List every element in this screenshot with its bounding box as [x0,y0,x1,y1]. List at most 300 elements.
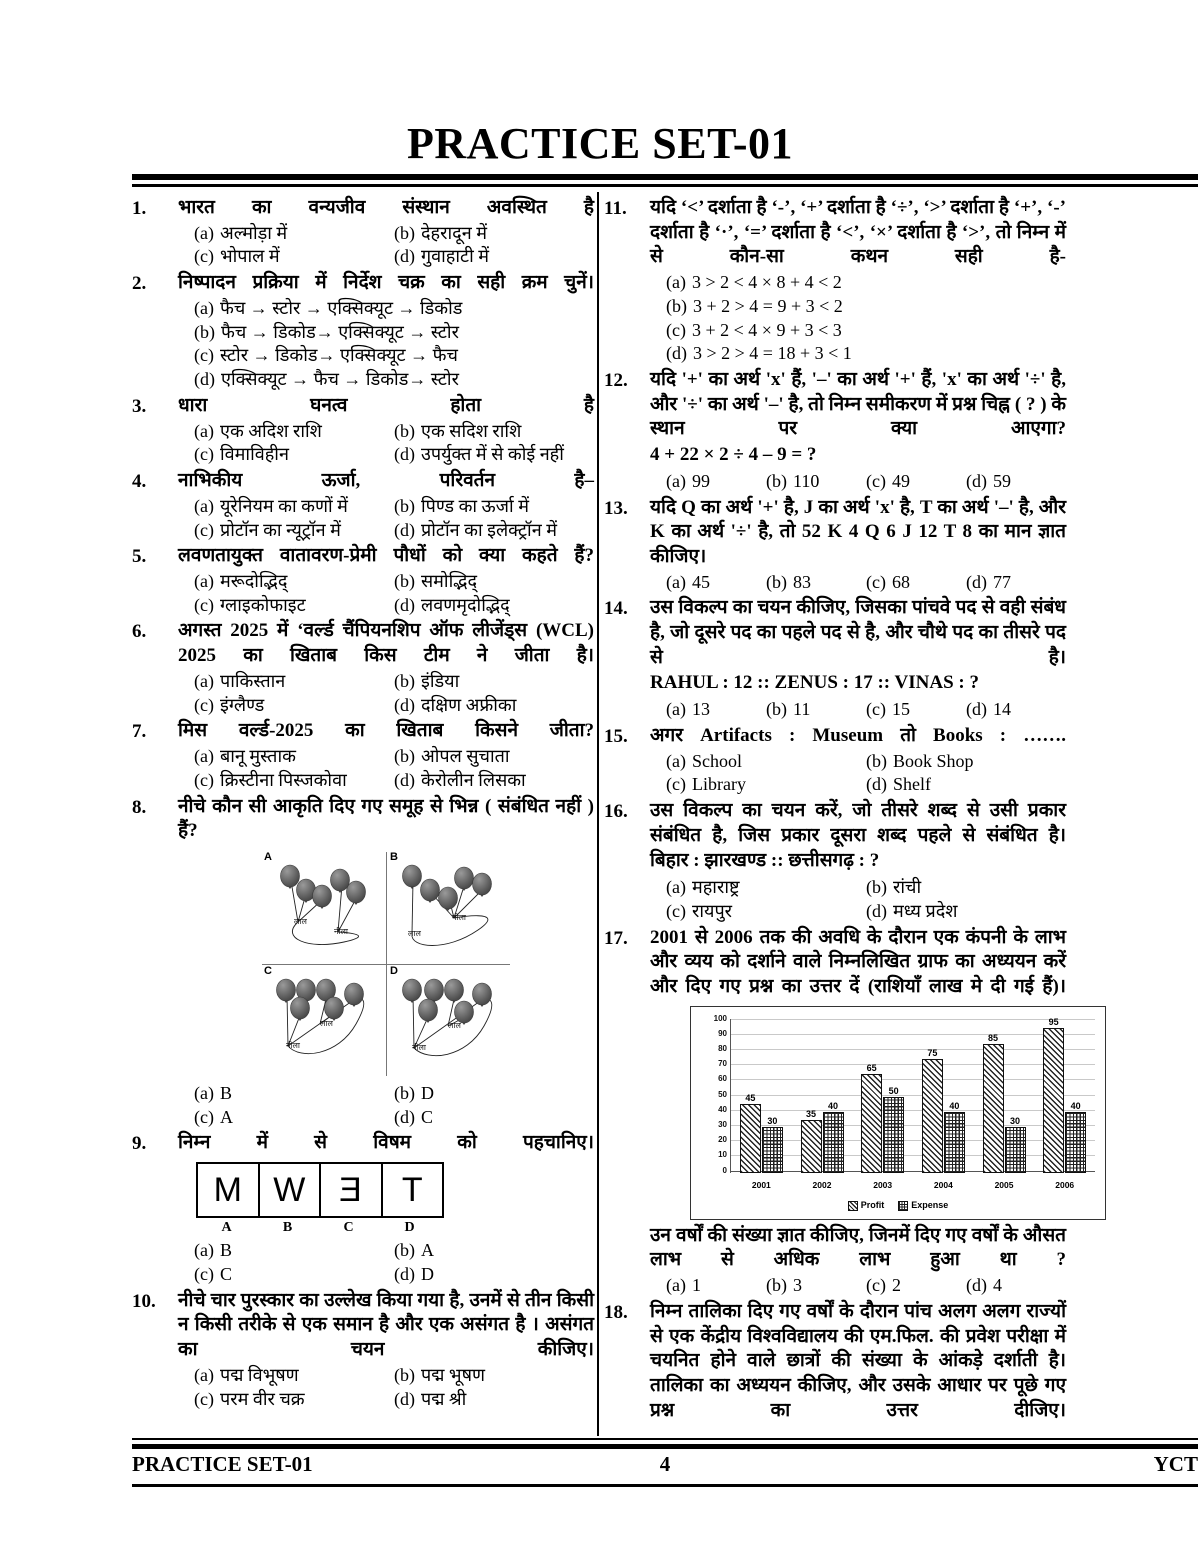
option-text: समोद्भिद् [421,570,478,591]
options-list [178,745,594,793]
option-label: (c) [194,1388,214,1409]
option-d[interactable] [394,1106,594,1130]
option-row [666,900,1066,924]
option-a[interactable] [666,750,866,774]
balloon-cell-B [386,850,512,964]
option-text: भोपाल में [219,246,280,267]
option-c[interactable] [666,900,866,924]
question-body [178,1289,594,1412]
bar-group-2002 [792,1019,853,1173]
option-text: उपर्युक्त में से कोई नहीं [421,444,564,465]
option-label: (a) [194,1240,214,1261]
svg-text:नीला: नीला [452,912,467,922]
letterbox-cell-A [198,1164,260,1216]
option-text: B [219,1240,232,1261]
option-text: 2 [891,1275,901,1296]
balloon-cell-label: C [264,964,272,977]
balloon-image [386,964,512,1085]
option-text: केरोलीन लिसका [421,769,526,790]
option-text: बानू मुस्ताक [219,746,296,766]
footer-publisher: YCT [1153,1452,1198,1476]
option-c[interactable] [666,773,866,797]
option-a[interactable] [194,1082,394,1106]
question-number: 13. [604,497,628,519]
option-b[interactable] [394,1082,594,1106]
x-axis-ticks [731,1180,1095,1191]
option-row [666,1274,1066,1298]
option-text: D [421,1264,434,1284]
option-label: (a) [194,1082,214,1103]
question-text: निम्न में से विषम को पहचानिए। [178,1132,594,1154]
option-b[interactable] [194,321,594,345]
option-d[interactable] [966,1274,1066,1298]
option-row [194,1364,594,1388]
option-label: (c) [866,699,886,720]
option-row [666,571,1066,595]
option-c[interactable] [866,1274,966,1298]
letterbox-glyph: T [401,1171,423,1210]
option-a[interactable] [194,420,394,444]
option-label: (c) [194,769,214,790]
option-label: (b) [394,1082,415,1103]
question-text: भारत का वन्यजीव संस्थान अवस्थित है [178,197,594,218]
option-row [194,297,594,321]
option-b[interactable] [766,470,866,494]
question-followup-text: उन वर्षों की संख्या ज्ञात कीजिए, जिनमें दिए गए वर्षों के औसत लाभ से अधिक लाभ हुआ था ? [650,1224,1066,1271]
option-text: 59 [993,470,1011,491]
bar-value-label: 40 [949,1100,960,1111]
option-text: रायपुर [691,900,733,921]
option-d[interactable] [194,368,594,392]
question-text: अगर Artifacts : Museum तो Books : ……. [650,724,1066,746]
question-number: 16. [604,801,628,823]
option-text: Shelf [893,774,931,795]
option-c[interactable] [194,443,394,467]
letterbox-labels [196,1219,440,1237]
bar-profit-2002[interactable] [801,1108,822,1173]
bar-profit-2005[interactable] [983,1032,1004,1173]
option-label: (a) [194,420,214,441]
footer-set-name: PRACTICE SET-01 [132,1452,313,1476]
options-list [178,1364,594,1412]
option-a[interactable] [666,271,1066,295]
question-body [650,368,1066,494]
question-text: नाभिकीय ऊर्जा, परिवर्तन है– [178,470,594,492]
option-label: (b) [394,670,415,691]
option-d[interactable] [966,470,1066,494]
option-label: (c) [866,470,886,491]
option-text: विमाविहीन [219,444,289,465]
question-text: नीचे चार पुरस्कार का उल्लेख किया गया है, उनमें से तीन किसी न किसी तरीके से एक समान है और एक असंगत है । असंगत का चयन कीजिए। [178,1289,594,1361]
option-c[interactable] [866,470,966,494]
option-text: A [219,1106,233,1127]
question-16 [604,799,1066,924]
option-label: (c) [866,1275,886,1296]
options-list [650,698,1066,722]
option-label: (b) [766,1275,787,1296]
option-b[interactable] [394,495,594,519]
y-axis-tick-100: 100 [713,1013,727,1023]
bar-value-label: 85 [988,1032,999,1043]
question-4 [132,469,594,542]
options-list [650,571,1066,595]
option-c[interactable] [194,245,394,269]
option-a[interactable] [194,745,394,769]
option-text: प्रोटॉन का इलेक्ट्रॉन में [421,519,557,540]
option-row [194,670,594,694]
bar-expense-2003[interactable] [883,1085,904,1173]
option-b[interactable] [394,222,594,246]
question-text: उस विकल्प का चयन कीजिए, जिसका पांचवे पद से वही संबंध है, जो दूसरे पद का पहले पद से है, और चौथे पद का तीसरे पद से है। [650,597,1066,668]
svg-text:लाल: लाल [320,1018,333,1028]
question-text: धारा घनत्व होता है [178,394,594,416]
option-text: 99 [691,470,710,491]
option-a[interactable] [666,470,766,494]
option-row [194,245,594,269]
option-a[interactable] [666,876,866,900]
bar-value-label: 40 [1070,1100,1081,1111]
question-number: 15. [604,725,628,747]
option-text: D [421,1082,434,1103]
svg-text:नीला: नीला [412,1042,427,1052]
options-list [650,271,1066,366]
option-text: दक्षिण अफ्रीका [421,694,517,715]
letterbox-glyph: W [273,1171,306,1210]
options-list [178,297,594,392]
option-text: पद्म भूषण [421,1364,485,1385]
question-14 [604,596,1066,722]
option-label: (d) [394,694,415,715]
page-title: PRACTICE SET-01 [406,119,794,168]
question-text: मिस वर्ल्ड-2025 का खिताब किसने जीता? [178,720,594,742]
question-number: 17. [604,927,628,949]
bar-profit-2004[interactable] [922,1047,943,1173]
balloon-image [260,964,386,1085]
option-c[interactable] [194,344,594,368]
option-b[interactable] [866,876,1066,900]
question-body [650,196,1066,366]
option-label: (a) [194,570,214,591]
option-row [666,319,1066,343]
bar-value-label: 75 [927,1047,938,1058]
question-text: निष्पादन प्रक्रिया में निर्देश चक्र का सही क्रम चुनें। [178,272,594,294]
option-label: (d) [866,774,887,795]
option-d[interactable] [394,1263,594,1287]
options-list [178,495,594,543]
options-list [650,750,1066,798]
option-text: 13 [691,699,710,720]
option-text: 45 [691,571,710,592]
option-label: (a) [666,699,686,720]
options-list [178,420,594,468]
option-label: (a) [666,470,686,491]
option-label: (a) [666,750,686,771]
option-a[interactable] [666,1274,766,1298]
option-a[interactable] [194,222,394,246]
question-number: 11. [604,198,627,219]
option-label: (c) [666,319,686,340]
bar-profit-2003[interactable] [861,1062,882,1173]
option-c[interactable] [866,571,966,595]
option-text: प्रोटॉन का न्यूट्रॉन में [219,519,341,540]
option-row [194,1388,594,1412]
question-body [650,724,1066,797]
option-c[interactable] [194,1106,394,1130]
option-d[interactable] [394,769,594,793]
bar-groups [731,1019,1095,1173]
option-d[interactable] [394,1388,594,1412]
footer-rule-thick [132,1444,1198,1449]
option-text: देहरादून में [421,222,487,243]
option-a[interactable] [666,698,766,722]
option-label: (b) [394,420,415,441]
chart-legend [691,1200,1105,1212]
x-axis-tick-2003: 2003 [873,1179,893,1190]
question-body [650,496,1066,595]
option-c[interactable] [194,519,394,543]
option-label: (b) [394,495,415,516]
bar-group-2003 [852,1019,913,1173]
option-a[interactable] [194,1239,394,1263]
option-label: (a) [194,222,214,243]
page-footer [132,1452,1198,1477]
option-label: (b) [866,877,887,898]
left-column [132,196,594,1413]
option-text: फैच → स्टोर → एक्सिक्यूट → डिकोड [219,297,463,318]
balloon-cell-C [260,964,386,1078]
option-b[interactable] [766,1274,866,1298]
option-row [666,698,1066,722]
option-label: (b) [194,321,215,342]
option-label: (c) [194,246,214,267]
option-d[interactable] [866,773,1066,797]
x-axis-tick-2006: 2006 [1055,1179,1075,1190]
option-text: Library [691,774,746,795]
option-text: 14 [993,699,1011,720]
option-text: यूरेनियम का कणों में [219,495,348,516]
option-text: महाराष्ट्र [691,877,740,898]
option-label: (d) [194,369,215,390]
option-text: पाकिस्तान [219,670,286,691]
question-number: 10. [132,1290,156,1312]
question-number: 5. [132,546,147,568]
question-subtext: 4 + 22 × 2 ÷ 4 – 9 = ? [650,444,817,466]
option-row [194,368,594,392]
letterbox-figure [196,1162,444,1237]
profit-expense-bar-chart [690,1006,1106,1220]
option-label: (b) [394,222,415,243]
option-text: ग्लाइकोफाइट [219,594,306,615]
option-b[interactable] [766,571,866,595]
option-b[interactable] [394,745,594,769]
option-d[interactable] [394,594,594,618]
option-text: एक अदिश राशि [219,420,322,441]
option-d[interactable] [394,443,594,467]
legend-swatch-profit [848,1201,858,1211]
option-text: परम वीर चक्र [219,1388,305,1409]
question-body [178,196,594,269]
option-label: (d) [394,769,415,790]
option-b[interactable] [394,1239,594,1263]
option-d[interactable] [394,694,594,718]
option-label: (b) [394,1240,415,1261]
question-subtext: RAHUL : 12 :: ZENUS : 17 :: VINAS : ? [650,672,979,694]
bar-group-2004 [913,1019,974,1173]
option-label: (a) [194,297,214,318]
chart-plot-area [731,1019,1095,1173]
option-c[interactable] [666,319,1066,343]
question-body [650,596,1066,722]
bar-profit-2001[interactable] [740,1093,761,1172]
option-text: 77 [993,571,1011,592]
option-b[interactable] [766,698,866,722]
option-d[interactable] [966,698,1066,722]
question-number: 14. [604,598,628,620]
option-c[interactable] [194,1263,394,1287]
option-row [194,344,594,368]
letterbox-label-B: B [282,1220,293,1236]
question-body [650,799,1066,924]
letterbox-cell-B [260,1164,322,1216]
question-text: लवणतायुक्त वातावरण-प्रेमी पौधों को क्या कहते हैं? [178,545,594,567]
option-text: पद्म श्री [421,1388,467,1409]
letterbox-label-A: A [221,1220,232,1236]
option-row [194,1082,594,1106]
question-body [178,271,594,392]
option-row [666,773,1066,797]
question-number: 3. [132,395,147,417]
bar-expense-2002[interactable] [823,1100,844,1173]
option-label: (d) [394,1106,415,1127]
option-a[interactable] [666,571,766,595]
option-d[interactable] [866,900,1066,924]
option-row [194,769,594,793]
option-b[interactable] [394,670,594,694]
balloon-cell-label: B [390,850,398,863]
option-text: 3 [793,1275,802,1296]
svg-text:लाल: लाल [448,1020,461,1030]
option-b[interactable] [394,570,594,594]
option-c[interactable] [194,769,394,793]
option-label: (b) [766,470,787,491]
bar-group-2005 [974,1019,1035,1173]
question-1 [132,196,594,269]
option-label: (d) [966,470,987,491]
question-15 [604,724,1066,797]
option-label: (c) [194,1106,214,1127]
option-text: 3 > 2 > 4 = 18 + 3 < 1 [693,343,852,364]
option-label: (d) [966,699,987,720]
question-6 [132,619,594,717]
option-a[interactable] [194,670,394,694]
bar-expense-2004[interactable] [944,1100,965,1173]
option-text: C [421,1106,434,1127]
option-b[interactable] [394,1364,594,1388]
option-text: School [691,750,742,771]
svg-text:लाल: लाल [408,928,421,938]
options-list [178,670,594,718]
question-number: 6. [132,621,147,643]
svg-text:लाल: लाल [294,916,307,926]
option-label: (a) [194,495,214,516]
option-c[interactable] [194,594,394,618]
option-label: (c) [194,1264,214,1284]
option-b[interactable] [394,420,594,444]
option-label: (c) [194,594,214,615]
question-text: यदि ‘<’ दर्शाता है ‘-’, ‘+’ दर्शाता है ‘÷’, ‘>’ दर्शाता है ‘+’, ‘-’ दर्शाता है ‘·’, ‘=’ दर्शाता है ‘<’, ‘×’ दर्शाता है ‘>’, तो निम्न में से कौन-सा कथन सही है- [650,197,1066,268]
bar-value-label: 50 [888,1085,899,1096]
option-label: (b) [394,1364,415,1385]
question-11 [604,196,1066,366]
question-text: निम्न तालिका दिए गए वर्षों के दौरान पांच अलग अलग राज्यों से एक केंद्रीय विश्वविद्यालय की एम.फिल. की प्रवेश परीक्षा में चयनित होने वाले छात्रों की संख्या के आंकड़े दर्शाती है। तालिका का अध्ययन कीजिए, और उसके आधार पर पूछे गए प्रश्न का उत्तर दीजिए। [650,1300,1066,1421]
footer-rule-bottom [132,1484,1198,1487]
question-subtext: बिहार : झारखण्ड :: छत्तीसगढ़ : ? [650,850,880,872]
options-list [650,1274,1066,1298]
option-text: Book Shop [893,750,974,771]
bar-value-label: 30 [1010,1116,1021,1127]
option-label: (c) [666,774,686,795]
option-label: (d) [394,246,415,267]
options-list [178,1239,594,1287]
legend-item-expense [898,1200,948,1212]
option-d[interactable] [966,571,1066,595]
question-body [178,719,594,792]
bar-expense-2006[interactable] [1065,1100,1086,1173]
option-label: (b) [866,750,887,771]
y-axis-tick-10: 10 [718,1150,727,1160]
bar-expense-2005[interactable] [1005,1116,1026,1173]
option-a[interactable] [194,570,394,594]
option-row [194,519,594,543]
option-text: रांची [893,877,922,898]
option-c[interactable] [194,694,394,718]
option-a[interactable] [194,297,594,321]
option-text: 49 [891,470,910,491]
option-b[interactable] [666,295,1066,319]
option-label: (d) [394,519,415,540]
question-number: 7. [132,721,147,743]
balloon-image [260,850,386,971]
option-label: (c) [866,571,886,592]
option-label: (d) [966,571,987,592]
question-3 [132,394,594,467]
option-text: फैच → डिकोड→ एक्सिक्यूट → स्टोर [221,321,459,342]
option-label: (c) [194,444,214,465]
y-axis-tick-80: 80 [718,1043,727,1053]
bar-value-label: 65 [866,1062,877,1073]
bar-value-label: 35 [805,1108,817,1119]
option-row [194,570,594,594]
option-b[interactable] [866,750,1066,774]
option-a[interactable] [194,1364,394,1388]
option-d[interactable] [394,519,594,543]
option-text: ओपल सुचाता [421,746,510,766]
question-body [178,544,594,617]
option-row [194,495,594,519]
bar-expense-2001[interactable] [762,1116,783,1173]
bar-profit-2006[interactable] [1043,1017,1064,1172]
option-d[interactable] [666,342,1066,366]
option-c[interactable] [194,1388,394,1412]
option-c[interactable] [866,698,966,722]
option-a[interactable] [194,495,394,519]
option-text: B [219,1082,232,1103]
option-d[interactable] [394,245,594,269]
option-row [194,420,594,444]
option-text: 11 [793,699,811,720]
option-row [666,295,1066,319]
option-text: 1 [691,1275,701,1296]
